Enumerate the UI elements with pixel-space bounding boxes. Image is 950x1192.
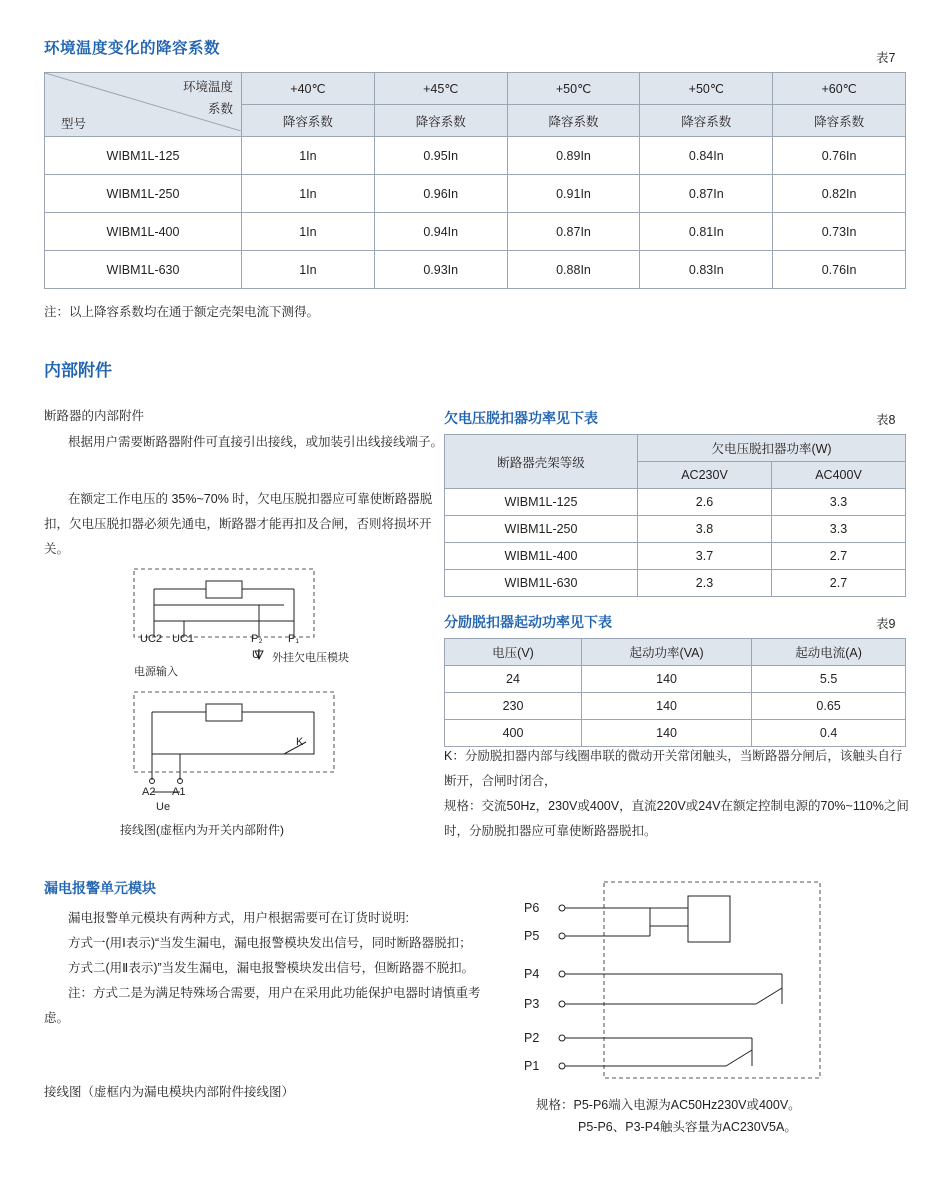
derating-value-cell: 0.94In [374,213,507,251]
derating-value-cell: 0.76In [773,137,906,175]
leakage-paragraph-2: 方式一(用Ⅰ表示)“当发生漏电，漏电报警模块发出信号，同时断路器脱扣； [68,936,472,950]
table-row [445,516,906,543]
derating-value-cell: 0.83In [640,251,773,289]
derating-value-cell: 0.84In [640,137,773,175]
derating-coef-header: 降容系数 [242,105,375,137]
leakage-spec [536,1094,936,1138]
shunt-wiring-diagram [44,688,464,848]
external-module-label: 外挂欠电压模块 [272,652,349,664]
table-row [45,73,906,105]
shunt-current-cell: 0.65 [752,693,906,720]
shunt-table [444,638,906,747]
derating-table [44,72,906,289]
derating-value-cell: 0.93In [374,251,507,289]
leakage-wiring-caption: 接线图（虚框内为漏电模块内部附件接线图） [44,1085,295,1099]
terminal-a1-label: A1 [172,786,186,798]
derating-coef-header: 降容系数 [773,105,906,137]
table-row [45,137,906,175]
table-9-label: 表9 [876,617,896,631]
shunt-current-header: 起动电流(A) [752,639,906,666]
undervoltage-model-cell: WIBM1L-250 [445,516,638,543]
undervoltage-power-header: 欠电压脱扣器功率(W) [638,435,906,462]
table-row [445,543,906,570]
terminal-p3-label: P3 [524,997,540,1011]
shunt-notes [444,744,914,844]
table-row [45,175,906,213]
derating-temp-header: +40℃ [242,73,375,105]
shunt-current-cell: 0.4 [752,720,906,747]
undervoltage-model-cell: WIBM1L-630 [445,570,638,597]
terminal-uc2-label: UC2 [140,633,163,645]
leakage-spec-1: 规格：P5-P6端入电源为AC50Hz230V或400V。 [536,1098,801,1112]
leakage-paragraph-1: 漏电报警单元模块有两种方式，用户根据需要可在订货时说明: [68,911,409,925]
derating-value-cell: 0.87In [507,213,640,251]
table-row [445,666,906,693]
table-row [445,693,906,720]
shunt-voltage-header: 电压(V) [445,639,582,666]
derating-value-cell: 0.96In [374,175,507,213]
shunt-voltage-cell: 230 [445,693,582,720]
table-8-label: 表8 [876,413,896,427]
ue-label: Ue [156,801,171,813]
derating-temp-header: +45℃ [374,73,507,105]
derating-model-cell: WIBM1L-400 [45,213,242,251]
table-row [45,251,906,289]
terminal-uc1-label: UC1 [172,633,195,645]
derating-corner-mid-label: 系数 [207,102,233,116]
derating-value-cell: 0.87In [640,175,773,213]
undervoltage-model-cell: WIBM1L-125 [445,489,638,516]
undervoltage-ac400-cell: 3.3 [772,489,906,516]
table-row [445,435,906,462]
derating-value-cell: 1In [242,175,375,213]
derating-coef-header: 降容系数 [640,105,773,137]
shunt-voltage-cell: 24 [445,666,582,693]
undervoltage-frame-header: 断路器壳架等级 [445,435,638,489]
derating-section-title: 环境温度变化的降容系数 [44,40,221,57]
derating-value-cell: 0.95In [374,137,507,175]
terminal-p4-label: P4 [524,967,540,981]
shunt-current-cell: 5.5 [752,666,906,693]
accessories-paragraph-1: 根据用户需要断路器附件可直接引出接线，或加装引出线接线端子。 [68,435,444,449]
undervoltage-ac230-cell: 3.8 [638,516,772,543]
leakage-wiring-diagram [520,878,920,1088]
derating-model-cell: WIBM1L-250 [45,175,242,213]
undervoltage-model-cell: WIBM1L-400 [445,543,638,570]
shunt-wiring-svg [44,688,464,828]
terminal-p1-label: P1 [524,1059,540,1073]
undervoltage-wiring-svg [44,565,464,680]
derating-model-cell: WIBM1L-125 [45,137,242,175]
derating-corner-cell [45,73,242,137]
shunt-voltage-cell: 400 [445,720,582,747]
derating-model-cell: WIBM1L-630 [45,251,242,289]
terminal-p2-label: P2 [524,1031,540,1045]
shunt-section-title: 分励脱扣器起动功率见下表 [444,614,612,630]
table-7-label: 表7 [876,51,896,65]
derating-value-cell: 0.73In [773,213,906,251]
accessories-paragraph-2: 在额定工作电压的 35%~70% 时，欠电压脱扣器应可靠使断路器脱扣，欠电压脱扣器必须先通电，断路器才能再扣及合闸，否则将损坏开关。 [44,492,433,556]
derating-corner-bottom-label: 型号 [61,117,87,131]
table-row [445,489,906,516]
shunt-power-cell: 140 [582,666,752,693]
terminal-p6-label: P6 [524,901,540,915]
shunt-power-cell: 140 [582,720,752,747]
terminal-p2-label: P₂ [251,633,263,645]
leakage-paragraph-4: 注：方式二是为满足特殊场合需要，用户在采用此功能保护电器时请慎重考虑。 [44,986,481,1025]
accessories-section-title: 内部附件 [44,361,112,380]
table-row [445,720,906,747]
derating-temp-header: +50℃ [640,73,773,105]
leakage-spec-2: P5-P6、P3-P4触头容量为AC230V5A。 [578,1120,797,1134]
derating-coef-header: 降容系数 [374,105,507,137]
undervoltage-ac400-cell: 2.7 [772,570,906,597]
terminal-a2-label: A2 [142,786,156,798]
leakage-paragraph-3: 方式二(用Ⅱ表示)”当发生漏电，漏电报警模块发出信号，但断路器不脱扣。 [68,961,475,975]
derating-note: 注：以上降容系数均在通于额定壳架电流下测得。 [44,305,320,319]
terminal-p5-label: P5 [524,929,540,943]
derating-value-cell: 0.81In [640,213,773,251]
undervoltage-ac400-cell: 3.3 [772,516,906,543]
derating-temp-header: +50℃ [507,73,640,105]
derating-value-cell: 0.89In [507,137,640,175]
undervoltage-ac230-cell: 3.7 [638,543,772,570]
derating-coef-header: 降容系数 [507,105,640,137]
derating-temp-header: +60℃ [773,73,906,105]
undervoltage-ac230-header: AC230V [638,462,772,489]
table-row [445,570,906,597]
undervoltage-ac230-cell: 2.3 [638,570,772,597]
undervoltage-ac400-header: AC400V [772,462,906,489]
power-input-label: 电源输入 [134,666,178,678]
undervoltage-ac400-cell: 2.7 [772,543,906,570]
table-row [445,639,906,666]
undervoltage-table [444,434,906,597]
accessories-subtitle: 断路器的内部附件 [44,409,145,423]
derating-value-cell: 0.91In [507,175,640,213]
derating-value-cell: 1In [242,137,375,175]
undervoltage-section-title: 欠电压脱扣器功率见下表 [444,410,598,426]
shunt-note-2: 规格：交流50Hz，230V或400V，直流220V或24V在额定控制电源的70%~110%之间时，分励脱扣器应可靠使断路器脱扣。 [444,799,909,838]
leakage-wiring-svg [520,878,920,1088]
undervoltage-ac230-cell: 2.6 [638,489,772,516]
contact-k-label: K [296,736,304,748]
derating-value-cell: 0.82In [773,175,906,213]
shunt-note-1: K：分励脱扣器内部与线圈串联的微动开关常闭触头，当断路器分闸后，该触头自行断开，合闸时闭合， [444,749,903,788]
derating-value-cell: 0.88In [507,251,640,289]
terminal-p1-label: P₁ [288,633,300,645]
derating-value-cell: 1In [242,213,375,251]
derating-corner-top-label: 环境温度 [182,80,233,94]
shunt-power-cell: 140 [582,693,752,720]
leakage-body [44,906,504,1031]
voltage-u-label: U [252,649,260,661]
derating-value-cell: 1In [242,251,375,289]
shunt-power-header: 起动功率(VA) [582,639,752,666]
leakage-section-title: 漏电报警单元模块 [44,880,156,896]
table-row [45,213,906,251]
diagram2-caption: 接线图(虚框内为开关内部附件) [120,823,284,837]
derating-value-cell: 0.76In [773,251,906,289]
undervoltage-wiring-diagram [44,565,464,680]
